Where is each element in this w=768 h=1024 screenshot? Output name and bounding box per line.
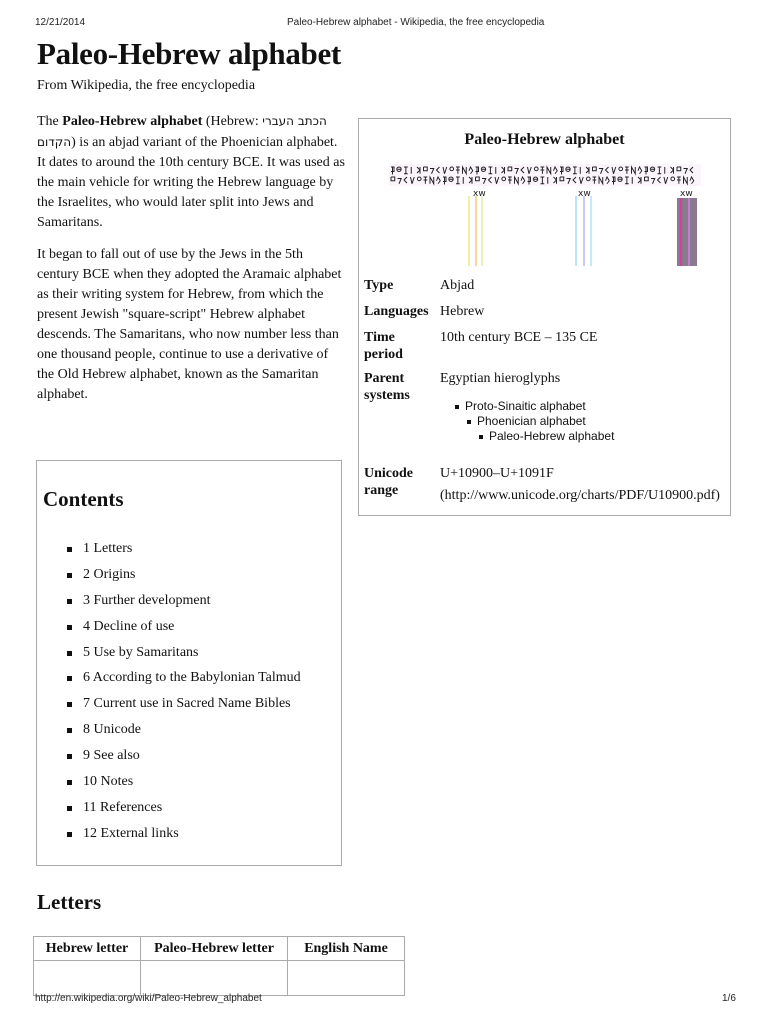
table-of-contents xyxy=(36,460,342,866)
intro-paragraph-2: It began to fall out of use by the Jews in the 5th century BCE when they adopted the Aramaic alphabet as their writing system for Hebrew, from which the present Jewish "square-script" Hebrew alphabet descends. The Samaritans, who now number less than one thousand people, continue to use a derivative of the Old Hebrew alphabet, known as the Samaritan alphabet. xyxy=(37,247,342,402)
parent-system-item: Paleo-Hebrew alphabet xyxy=(477,429,735,444)
infobox-value: 10th century BCE – 135 CE xyxy=(440,330,598,345)
toc-item[interactable]: 11 References xyxy=(67,800,301,826)
page-title: Paleo-Hebrew alphabet xyxy=(37,36,341,71)
table-row xyxy=(34,961,405,996)
column-header: Hebrew letter xyxy=(34,937,141,961)
toc-item[interactable]: 6 According to the Babylonian Talmud xyxy=(67,670,301,696)
table-header-row xyxy=(34,937,405,961)
column-header: English Name xyxy=(288,937,405,961)
paleo-hebrew-script-image[interactable] xyxy=(389,164,701,266)
infobox-value[interactable]: Hebrew xyxy=(440,304,485,319)
toc-item[interactable]: 5 Use by Samaritans xyxy=(67,645,301,671)
toc-item[interactable]: 3 Further development xyxy=(67,593,301,619)
toc-title: Contents xyxy=(43,487,124,511)
infobox-title: Paleo-Hebrew alphabet xyxy=(464,131,625,148)
article-subject: Paleo-Hebrew alphabet xyxy=(62,114,203,129)
infobox-label: Parent systems xyxy=(364,371,410,403)
toc-item[interactable]: 7 Current use in Sacred Name Bibles xyxy=(67,696,301,722)
print-doc-title: Paleo-Hebrew alphabet - Wikipedia, the free encyclopedia xyxy=(287,17,545,28)
parent-system-tree xyxy=(453,399,735,444)
toc-item[interactable]: 8 Unicode xyxy=(67,722,301,748)
page-subtitle: From Wikipedia, the free encyclopedia xyxy=(37,78,256,93)
toc-list xyxy=(67,541,301,852)
svg-text:xw: xw xyxy=(578,189,591,199)
toc-item[interactable]: 4 Decline of use xyxy=(67,619,301,645)
toc-item[interactable]: 10 Notes xyxy=(67,774,301,800)
infobox-label: Time period xyxy=(364,330,403,362)
toc-item[interactable]: 1 Letters xyxy=(67,541,301,567)
print-url: http://en.wikipedia.org/wiki/Paleo-Hebrew_alphabet xyxy=(35,993,262,1004)
infobox-value[interactable]: Abjad xyxy=(440,278,475,293)
toc-item[interactable]: 12 External links xyxy=(67,826,301,852)
infobox-label: Languages xyxy=(364,304,429,319)
letters-table xyxy=(33,936,405,996)
parent-system-item[interactable]: Phoenician alphabet xyxy=(465,414,735,429)
column-header: Paleo-Hebrew letter xyxy=(141,937,288,961)
intro-text xyxy=(37,111,347,417)
svg-text:xw: xw xyxy=(680,189,693,199)
parent-system-item[interactable]: Proto-Sinaitic alphabet xyxy=(453,399,735,414)
print-date: 12/21/2014 xyxy=(35,17,86,28)
infobox-label: Type xyxy=(364,278,394,293)
intro-paragraph-1: The Paleo-Hebrew alphabet (Hebrew: הכתב העברי הקדום) is an abjad variant of the Phoenician alphabet. It dates to around the 10th century BCE. It was used as the main vehicle for writing the Hebrew language by the Israelites, who would later split into Jews and Samaritans. xyxy=(37,114,345,230)
unicode-chart-link[interactable]: (http://www.unicode.org/charts/PDF/U10900.pdf) xyxy=(440,488,720,503)
infobox xyxy=(358,118,731,516)
unicode-range-value: U+10900–U+1091F xyxy=(440,466,554,481)
parent-system-root[interactable]: Egyptian hieroglyphs xyxy=(440,371,561,386)
hebrew-name: הכתב העברי הקדום xyxy=(37,114,327,149)
toc-item[interactable]: 9 See also xyxy=(67,748,301,774)
section-heading-letters: Letters xyxy=(37,890,102,914)
infobox-label: Unicode range xyxy=(364,466,413,498)
toc-item[interactable]: 2 Origins xyxy=(67,567,301,593)
print-page-number: 1/6 xyxy=(722,993,736,1004)
svg-text:xw: xw xyxy=(473,189,486,199)
